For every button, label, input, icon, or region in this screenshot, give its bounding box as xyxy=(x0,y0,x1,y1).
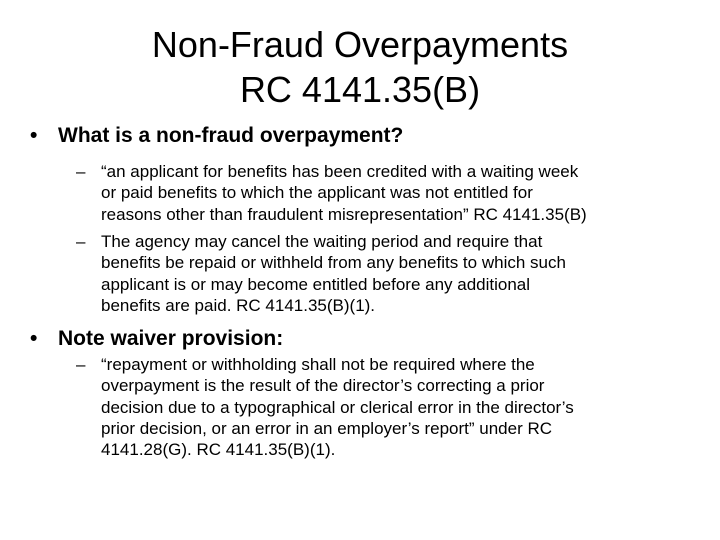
slide-title xyxy=(0,22,720,112)
sub-bullet-line: 4141.28(G). RC 4141.35(B)(1). xyxy=(101,440,336,460)
sub-bullet-line: or paid benefits to which the applicant was not entitled for xyxy=(101,183,533,203)
bullet-text: Note waiver provision: xyxy=(58,327,284,350)
sub-bullet-line: The agency may cancel the waiting period and require that xyxy=(101,232,543,251)
slide-title-line-2: RC 4141.35(B) xyxy=(239,69,481,110)
sub-bullet-line: “repayment or withholding shall not be required where the xyxy=(101,355,535,374)
sub-bullet-line: prior decision, or an error in an employer’s report” under RC xyxy=(101,418,553,438)
sub-bullet-line: benefits are paid. RC 4141.35(B)(1). xyxy=(101,295,376,315)
sub-bullet-line: applicant is or may become entitled before any additional xyxy=(101,274,531,294)
sub-bullet-marker: – xyxy=(76,162,86,181)
sub-bullet-line: overpayment is the result of the director’s correcting a prior xyxy=(101,376,545,396)
sub-bullet-line: decision due to a typographical or clerical error in the director’s xyxy=(101,397,574,417)
sub-bullet-line: “an applicant for benefits has been credited with a waiting week xyxy=(101,162,579,181)
bullet-text: What is a non-fraud overpayment? xyxy=(58,124,404,147)
bullet-marker: • xyxy=(30,327,38,350)
sub-bullet-line: reasons other than fraudulent misrepresentation” RC 4141.35(B) xyxy=(101,204,587,224)
sub-bullet-marker: – xyxy=(76,232,86,251)
slide-title-line-1: Non-Fraud Overpayments xyxy=(151,24,569,65)
bullet-marker: • xyxy=(30,124,38,147)
sub-bullet-marker: – xyxy=(76,355,86,374)
sub-bullet-line: benefits be repaid or withheld from any benefits to which such xyxy=(101,253,566,273)
